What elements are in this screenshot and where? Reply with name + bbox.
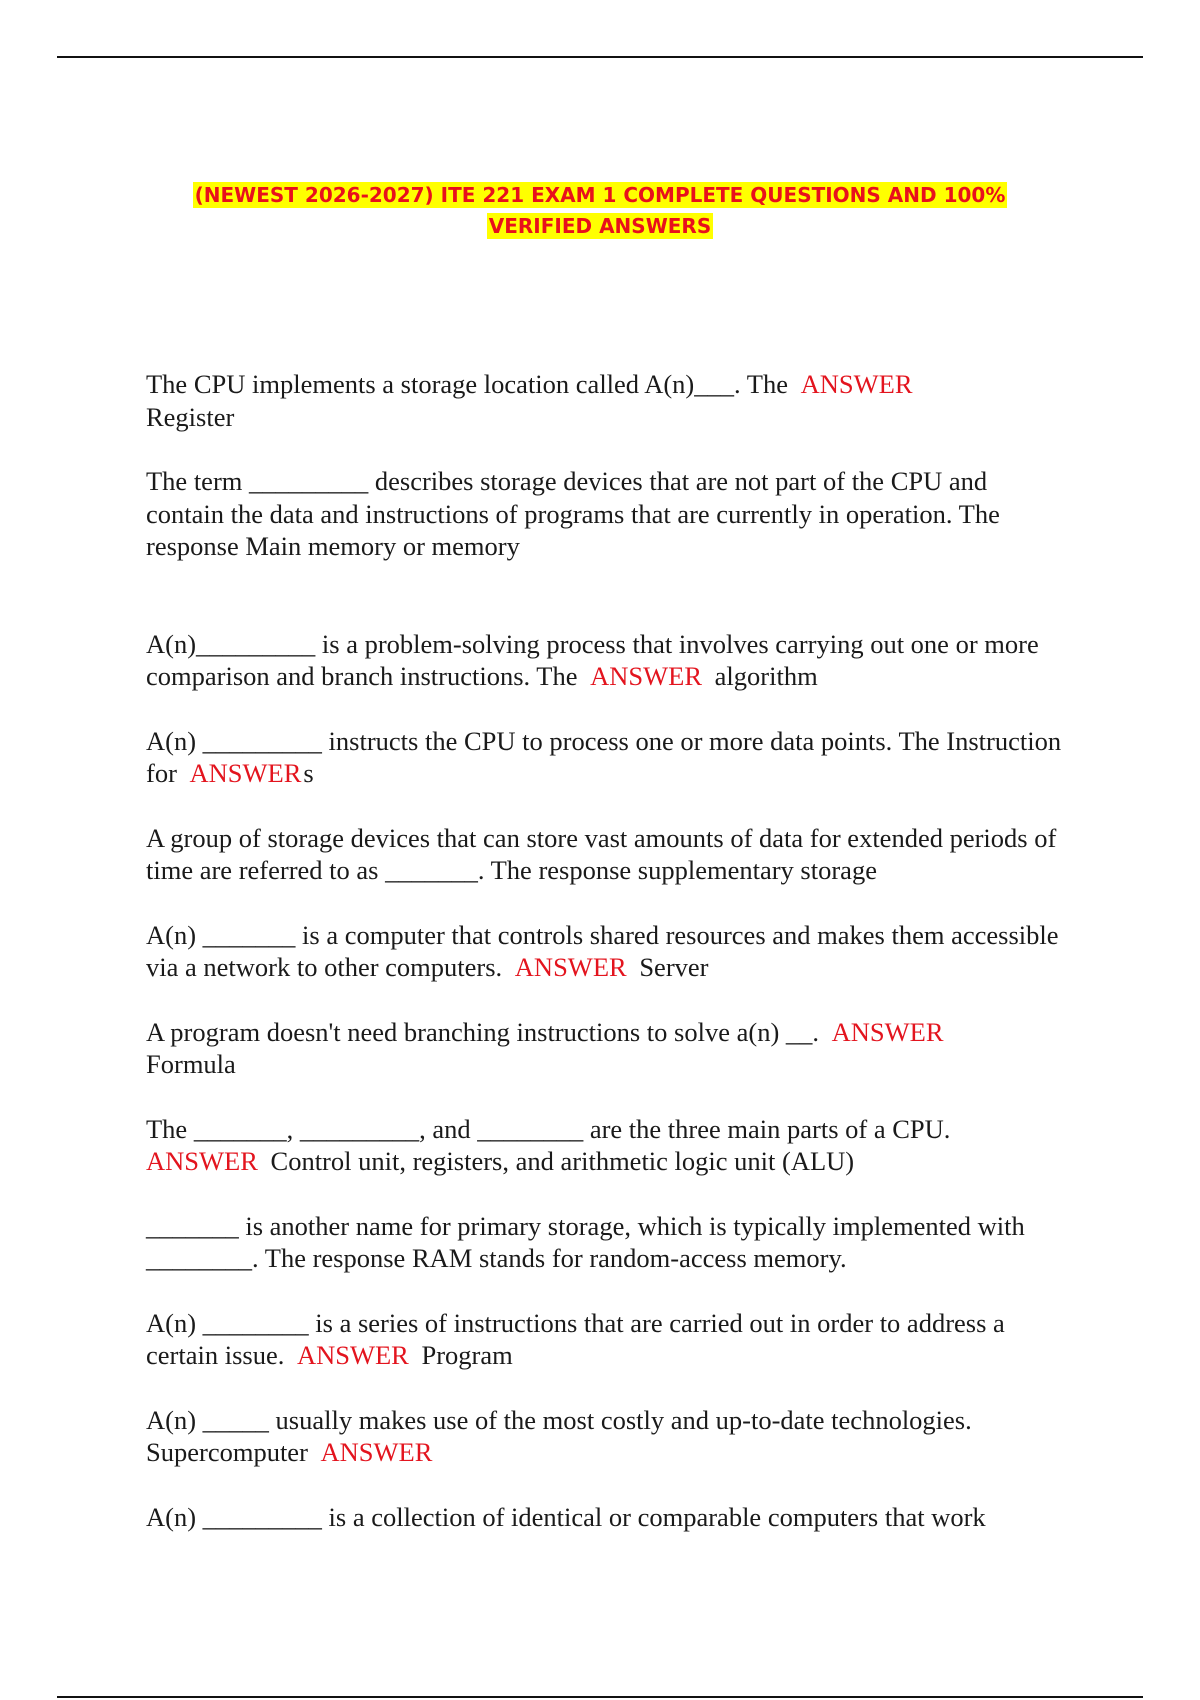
answer-label: ANSWER xyxy=(514,952,627,982)
answer-text: algorithm xyxy=(714,661,818,691)
answer-text: Server xyxy=(639,952,709,982)
title-line-2: VERIFIED ANSWERS xyxy=(488,214,712,238)
answer-label: ANSWER xyxy=(800,369,913,399)
question-text: A(n) ________ is a series of instructions that are carried out in order to address a certain issue. xyxy=(146,1307,1005,1370)
answer-text: Program xyxy=(421,1340,513,1370)
answer-text: Formula xyxy=(146,1049,236,1079)
question-text: The term _________ describes storage devices that are not part of the CPU and contain the data and instructions of programs that are currently in operation. The response Main memory or memory xyxy=(146,466,1000,561)
question-text: The _______, _________, and ________ are the three main parts of a CPU. xyxy=(146,1113,951,1144)
answer-text: Control unit, registers, and arithmetic logic unit (ALU) xyxy=(270,1146,855,1176)
question-text: The CPU implements a storage location called A(n)___. The xyxy=(146,369,788,399)
question-item xyxy=(146,1501,1066,1534)
answer-label: ANSWER xyxy=(831,1016,944,1047)
question-text: A(n)_________ is a problem-solving process that involves carrying out one or more comparison and branch instructions. The xyxy=(146,628,1039,691)
top-page-rule xyxy=(57,56,1143,58)
answer-label: ANSWER xyxy=(296,1340,409,1370)
question-item xyxy=(146,1113,1066,1178)
answer-text: Register xyxy=(146,401,235,432)
question-item xyxy=(146,628,1066,693)
question-text: A(n) _________ is a collection of identical or comparable computers that work xyxy=(146,1501,986,1532)
question-text: A(n) _______ is a computer that controls shared resources and makes them accessible via a network to other computers. xyxy=(146,919,1059,982)
answer-label: ANSWER xyxy=(320,1437,433,1467)
question-text: _______ is another name for primary storage, which is typically implemented with ________. The response RAM stands for random-access memory. xyxy=(146,1210,1025,1273)
question-list xyxy=(146,368,1066,1533)
answer-label: ANSWER xyxy=(146,1146,258,1176)
title-line-1: (NEWEST 2026-2027) ITE 221 EXAM 1 COMPLETE QUESTIONS AND 100% xyxy=(194,183,1006,207)
question-item xyxy=(146,822,1066,887)
answer-label: ANSWER xyxy=(189,758,302,788)
question-item xyxy=(146,1016,1066,1081)
question-item xyxy=(146,725,1066,790)
question-item xyxy=(146,465,1066,563)
document-title xyxy=(100,180,1100,242)
bottom-page-rule xyxy=(57,1696,1143,1698)
question-item xyxy=(146,919,1066,984)
question-item xyxy=(146,368,1066,433)
question-item xyxy=(146,1210,1066,1275)
answer-label: ANSWER xyxy=(590,661,703,691)
question-text: A program doesn't need branching instructions to solve a(n) __. xyxy=(146,1016,820,1047)
answer-text: s xyxy=(303,758,314,788)
question-text: A(n) _________ instructs the CPU to process one or more data points. The Instruction for xyxy=(146,725,1062,788)
question-item xyxy=(146,1307,1066,1372)
question-text: A(n) _____ usually makes use of the most costly and up-to-date technologies. Supercomputer xyxy=(146,1404,972,1467)
question-item xyxy=(146,1404,1066,1469)
question-text: A group of storage devices that can store vast amounts of data for extended periods of time are referred to as _______. The response supplementary storage xyxy=(146,822,1057,885)
